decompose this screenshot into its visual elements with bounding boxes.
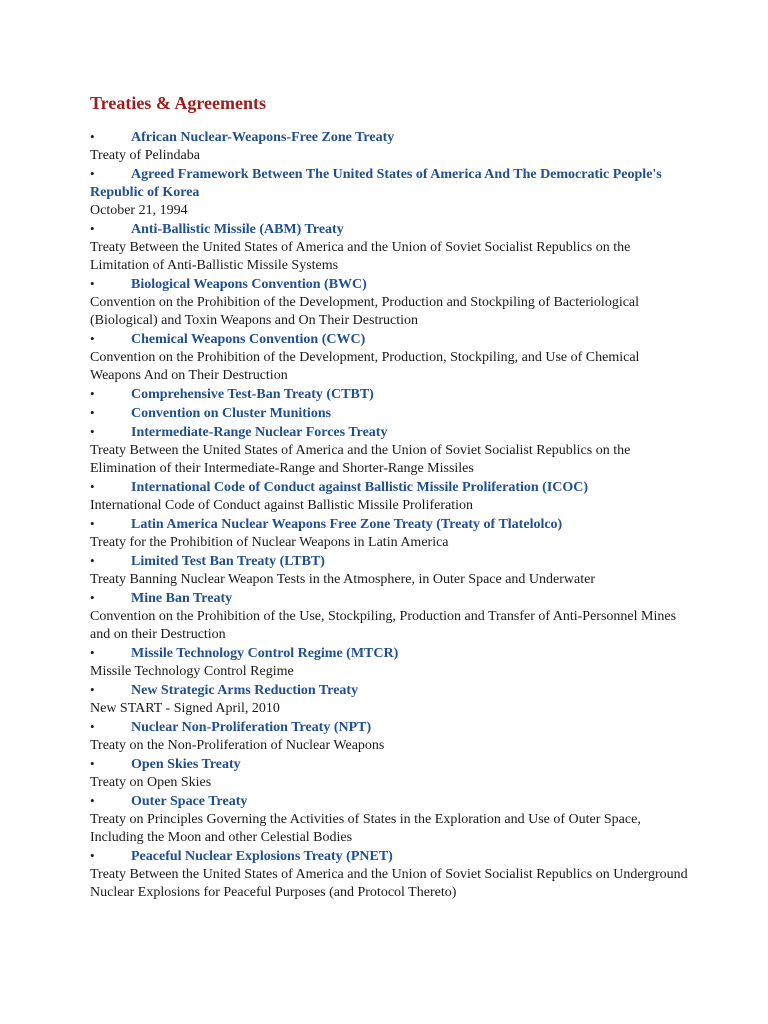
list-item (90, 515, 690, 552)
list-item (90, 275, 690, 330)
list-item-title-line (90, 552, 690, 571)
treaty-link[interactable]: Agreed Framework Between The United States of America And The Democratic People's Republic of Korea (90, 167, 662, 200)
treaty-link[interactable]: Open Skies Treaty (131, 757, 241, 772)
list-item-title-line (90, 478, 690, 497)
list-item (90, 128, 690, 165)
treaty-description: October 21, 1994 (90, 203, 188, 218)
treaty-link[interactable]: Limited Test Ban Treaty (LTBT) (131, 554, 325, 569)
treaty-link[interactable]: Comprehensive Test-Ban Treaty (CTBT) (131, 387, 374, 402)
bullet-icon: • (90, 645, 95, 660)
list-item-title-line (90, 423, 690, 442)
treaty-link[interactable]: Intermediate-Range Nuclear Forces Treaty (131, 425, 388, 440)
bullet-icon: • (90, 553, 95, 568)
treaty-link[interactable]: Outer Space Treaty (131, 794, 248, 809)
list-item (90, 552, 690, 589)
list-item-title-line (90, 755, 690, 774)
list-item (90, 404, 690, 423)
document-page (90, 92, 690, 902)
bullet-icon: • (90, 756, 95, 771)
treaty-list (90, 128, 690, 902)
treaty-link[interactable]: Chemical Weapons Convention (CWC) (131, 332, 366, 347)
list-item-title-line (90, 515, 690, 534)
list-item (90, 220, 690, 275)
list-item (90, 755, 690, 792)
list-item (90, 165, 690, 220)
bullet-icon: • (90, 424, 95, 439)
treaty-description: Treaty Between the United States of America and the Union of Soviet Socialist Republics on Underground Nuclear Explosions for Peaceful Purposes (and Protocol Thereto) (90, 867, 688, 900)
treaty-link[interactable]: Missile Technology Control Regime (MTCR) (131, 646, 399, 661)
list-item (90, 330, 690, 385)
treaty-link[interactable]: International Code of Conduct against Ballistic Missile Proliferation (ICOC) (131, 480, 589, 495)
list-item (90, 423, 690, 478)
list-item-title-line (90, 792, 690, 811)
list-item (90, 681, 690, 718)
list-item-title-line (90, 681, 690, 700)
page-title: Treaties & Agreements (90, 93, 266, 113)
treaty-description: Treaty Banning Nuclear Weapon Tests in the Atmosphere, in Outer Space and Underwater (90, 572, 596, 587)
list-item-title-line (90, 330, 690, 349)
list-item (90, 644, 690, 681)
bullet-icon: • (90, 848, 95, 863)
list-item-title-line (90, 718, 690, 737)
treaty-description: Convention on the Prohibition of the Use, Stockpiling, Production and Transfer of Anti-Personnel Mines and on their Destruction (90, 609, 677, 642)
bullet-icon: • (90, 405, 95, 420)
bullet-icon: • (90, 719, 95, 734)
bullet-icon: • (90, 682, 95, 697)
list-item-title-line (90, 404, 690, 423)
treaty-link[interactable]: Nuclear Non-Proliferation Treaty (NPT) (131, 720, 372, 735)
treaty-description: New START - Signed April, 2010 (90, 701, 280, 716)
treaty-link[interactable]: Mine Ban Treaty (131, 591, 233, 606)
treaty-link[interactable]: Anti-Ballistic Missile (ABM) Treaty (131, 222, 344, 237)
list-item (90, 847, 690, 902)
bullet-icon: • (90, 129, 95, 144)
treaty-link[interactable]: New Strategic Arms Reduction Treaty (131, 683, 359, 698)
list-item-title-line (90, 128, 690, 147)
bullet-icon: • (90, 166, 95, 181)
bullet-icon: • (90, 221, 95, 236)
list-item-title-line (90, 165, 690, 202)
list-item (90, 718, 690, 755)
bullet-icon: • (90, 590, 95, 605)
treaty-link[interactable]: Peaceful Nuclear Explosions Treaty (PNET) (131, 849, 393, 864)
treaty-link[interactable]: Convention on Cluster Munitions (131, 406, 332, 421)
list-item (90, 792, 690, 847)
list-item-title-line (90, 275, 690, 294)
list-item-title-line (90, 220, 690, 239)
treaty-link[interactable]: Biological Weapons Convention (BWC) (131, 277, 367, 292)
list-item-title-line (90, 385, 690, 404)
list-item (90, 478, 690, 515)
bullet-icon: • (90, 793, 95, 808)
treaty-description: Treaty on Open Skies (90, 775, 212, 790)
bullet-icon: • (90, 516, 95, 531)
bullet-icon: • (90, 331, 95, 346)
list-item-title-line (90, 847, 690, 866)
treaty-link[interactable]: Latin America Nuclear Weapons Free Zone Treaty (Treaty of Tlatelolco) (131, 517, 563, 532)
treaty-description: Missile Technology Control Regime (90, 664, 294, 679)
treaty-description: Convention on the Prohibition of the Development, Production and Stockpiling of Bacteriological (Biological) and Toxin Weapons and On Their Destruction (90, 295, 640, 328)
bullet-icon: • (90, 479, 95, 494)
treaty-description: Treaty for the Prohibition of Nuclear Weapons in Latin America (90, 535, 449, 550)
treaty-link[interactable]: African Nuclear-Weapons-Free Zone Treaty (131, 130, 395, 145)
treaty-description: Treaty on Principles Governing the Activities of States in the Exploration and Use of Outer Space, Including the Moon and other Celestial Bodies (90, 812, 641, 845)
treaty-description: Convention on the Prohibition of the Development, Production, Stockpiling, and Use of Chemical Weapons And on Their Destruction (90, 350, 640, 383)
list-item (90, 385, 690, 404)
treaty-description: Treaty on the Non-Proliferation of Nuclear Weapons (90, 738, 385, 753)
treaty-description: International Code of Conduct against Ballistic Missile Proliferation (90, 498, 473, 513)
list-item-title-line (90, 589, 690, 608)
bullet-icon: • (90, 386, 95, 401)
list-item (90, 589, 690, 644)
treaty-description: Treaty Between the United States of America and the Union of Soviet Socialist Republics on the Limitation of Anti-Ballistic Missile Systems (90, 240, 631, 273)
list-item-title-line (90, 644, 690, 663)
treaty-description: Treaty of Pelindaba (90, 148, 200, 163)
bullet-icon: • (90, 276, 95, 291)
treaty-description: Treaty Between the United States of America and the Union of Soviet Socialist Republics on the Elimination of their Intermediate-Range and Shorter-Range Missiles (90, 443, 631, 476)
